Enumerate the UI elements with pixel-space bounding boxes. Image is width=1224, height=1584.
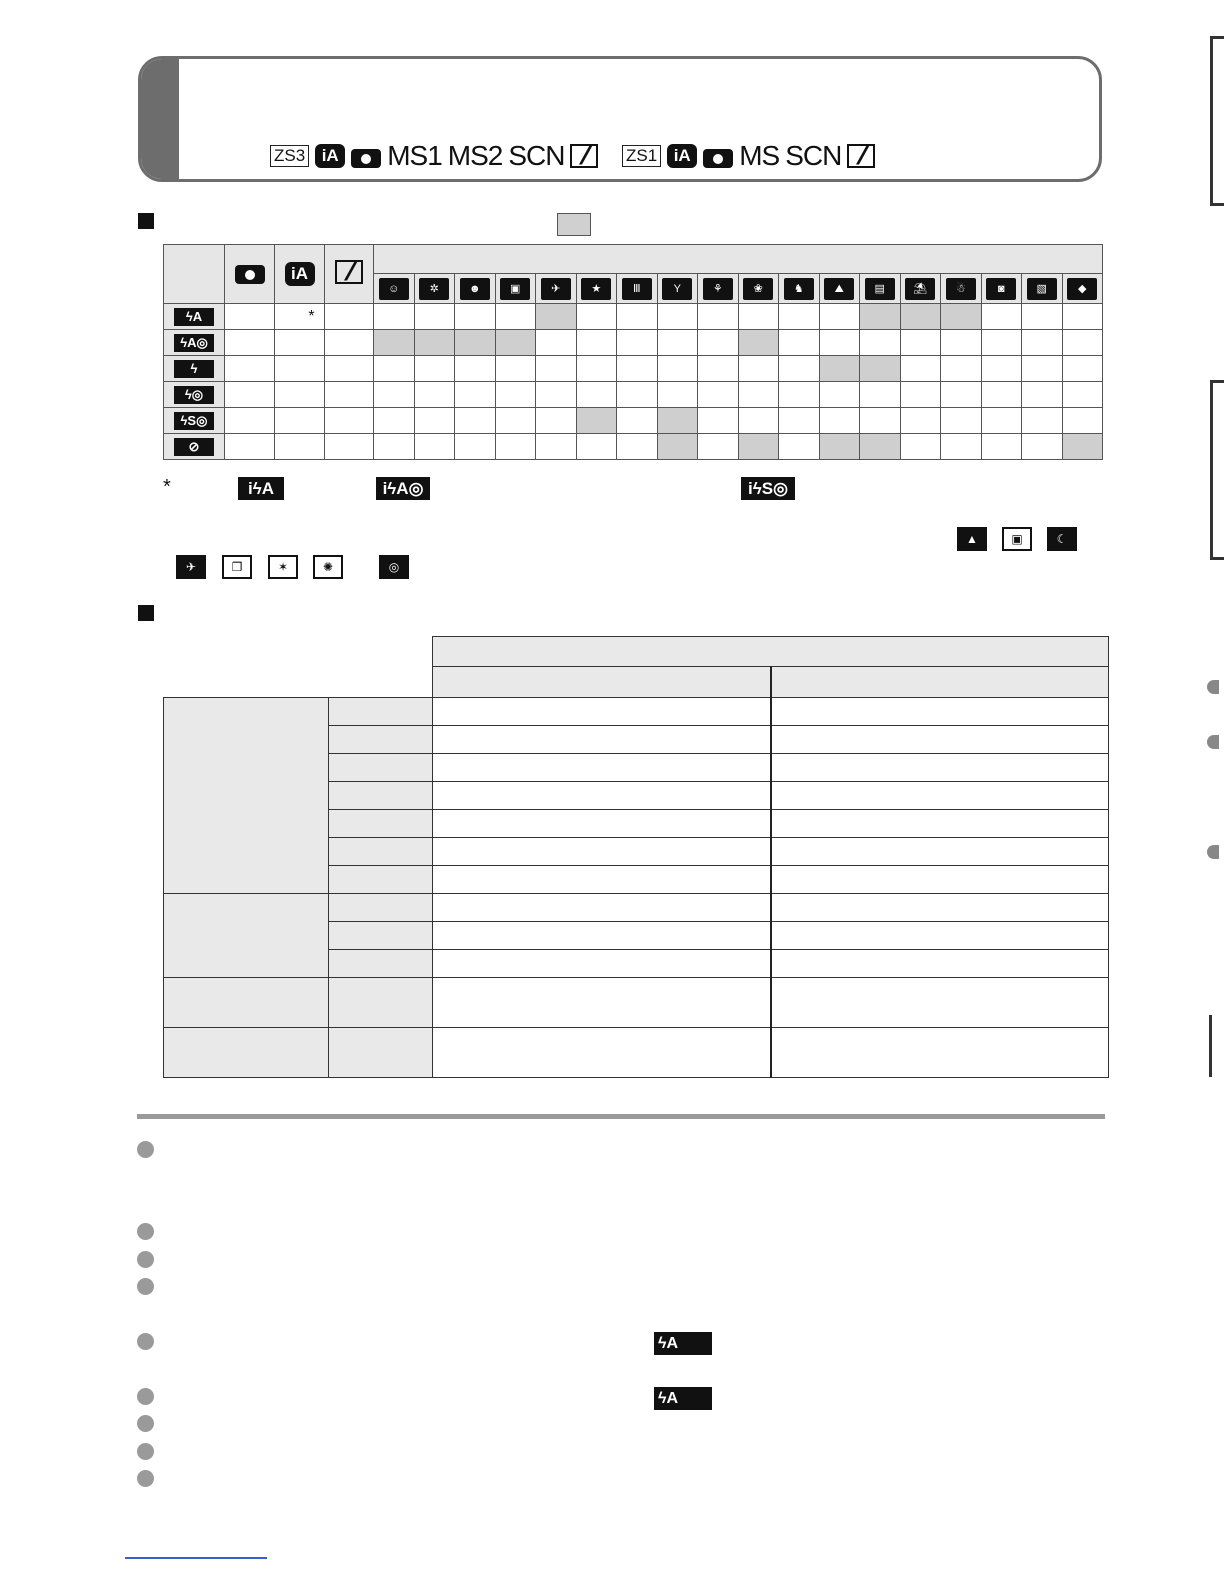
range-subheader-tele	[771, 667, 1109, 698]
flash-availability-cell	[941, 304, 982, 330]
sports-icon: ✈	[541, 278, 571, 300]
flash-mode-icon: ϟA◎	[174, 334, 214, 352]
flash-availability-cell	[325, 382, 374, 408]
flash-availability-cell	[1022, 408, 1063, 434]
flash-availability-cell	[1022, 304, 1063, 330]
flash-availability-cell	[1062, 382, 1103, 408]
flash-availability-cell	[536, 434, 577, 460]
food-icon: Ⅲ	[622, 278, 652, 300]
flash-availability-cell	[981, 382, 1022, 408]
bullet-dot	[137, 1470, 154, 1487]
camera-mode-header	[225, 245, 275, 304]
clipboard-icon	[570, 144, 598, 168]
range-group-a	[164, 698, 329, 894]
flash-availability-cell	[225, 356, 275, 382]
asterisk-mark: *	[308, 307, 315, 325]
range-cell	[433, 922, 772, 950]
range-label	[329, 782, 433, 810]
scene-header-cell	[536, 274, 577, 304]
flash-availability-cell	[374, 304, 415, 330]
range-cell	[433, 838, 772, 866]
flash-availability-cell	[1022, 382, 1063, 408]
mode-label: MS2	[447, 140, 503, 171]
range-cell	[433, 698, 772, 726]
flash-availability-cell	[225, 434, 275, 460]
flash-availability-cell	[414, 304, 455, 330]
flash-availability-cell	[225, 382, 275, 408]
range-label	[329, 698, 433, 726]
flash-availability-cell	[495, 408, 536, 434]
bullet-dot	[137, 1443, 154, 1460]
flash-availability-cell	[325, 434, 374, 460]
flash-availability-cell	[374, 330, 415, 356]
flash-availability-cell	[617, 304, 658, 330]
ia-mode-header	[275, 245, 325, 304]
flash-availability-cell	[981, 330, 1022, 356]
range-cell	[771, 810, 1109, 838]
flash-availability-cell	[819, 304, 860, 330]
flash-availability-cell	[536, 382, 577, 408]
flash-availability-cell	[900, 304, 941, 330]
range-group-d	[164, 1028, 329, 1078]
flash-availability-cell	[495, 434, 536, 460]
bullet-dot	[137, 1278, 154, 1295]
flash-availability-cell	[981, 304, 1022, 330]
flash-availability-cell	[981, 356, 1022, 382]
baby-icon: ❀	[743, 278, 773, 300]
range-cell	[433, 754, 772, 782]
bullet-dot	[137, 1415, 154, 1432]
scene-header-cell	[1022, 274, 1063, 304]
corner-cell	[164, 245, 225, 304]
ia-slow-sync-badge: iϟS◎	[741, 477, 795, 500]
flash-availability-cell	[657, 356, 698, 382]
flash-availability-cell	[536, 408, 577, 434]
flash-availability-cell	[860, 330, 901, 356]
flash-availability-cell	[414, 382, 455, 408]
flash-availability-cell	[941, 408, 982, 434]
flash-availability-cell	[941, 434, 982, 460]
flash-mode-row-header	[164, 434, 225, 460]
flash-availability-cell	[536, 304, 577, 330]
flash-availability-cell	[698, 304, 739, 330]
flash-availability-cell	[325, 330, 374, 356]
section-bullet	[138, 213, 154, 229]
flash-availability-cell	[325, 356, 374, 382]
scene-header-cell	[455, 274, 496, 304]
flash-availability-cell	[275, 382, 325, 408]
range-label	[329, 726, 433, 754]
flash-availability-cell	[617, 408, 658, 434]
beach-icon: ⛱	[905, 278, 935, 300]
range-label	[329, 1028, 433, 1078]
flash-availability-cell	[1062, 434, 1103, 460]
range-group-c	[164, 978, 329, 1028]
flash-availability-cell	[819, 434, 860, 460]
flash-availability-cell	[738, 330, 779, 356]
flash-availability-cell	[698, 434, 739, 460]
fireworks-icon: ✺	[313, 555, 343, 579]
chapter-tab[interactable]	[1210, 380, 1224, 560]
flash-availability-cell	[941, 356, 982, 382]
flash-availability-cell	[738, 304, 779, 330]
flash-availability-cell	[860, 382, 901, 408]
flash-availability-cell	[941, 330, 982, 356]
flash-mode-row-header	[164, 356, 225, 382]
flash-availability-cell	[225, 304, 275, 330]
range-cell	[433, 950, 772, 978]
flash-availability-cell	[455, 434, 496, 460]
flash-availability-cell	[617, 330, 658, 356]
night-scenery-icon: ☾	[1047, 527, 1077, 551]
flash-mode-row-header	[164, 330, 225, 356]
flash-availability-cell	[779, 434, 820, 460]
flash-availability-cell	[738, 434, 779, 460]
high-sens-icon: ▤	[865, 278, 895, 300]
flash-availability-cell	[325, 304, 374, 330]
flash-mode-icon: ϟ◎	[174, 386, 214, 404]
flash-availability-cell	[860, 408, 901, 434]
flash-auto-badge: ϟA	[654, 1387, 712, 1410]
scene-header-cell	[657, 274, 698, 304]
aerial-icon: ◙	[986, 278, 1016, 300]
flash-availability-cell	[900, 356, 941, 382]
edge-dot	[1207, 845, 1219, 859]
range-cell	[433, 978, 772, 1028]
range-label	[329, 810, 433, 838]
range-cell	[771, 754, 1109, 782]
flash-availability-cell	[414, 356, 455, 382]
model-badge: ZS3	[270, 145, 309, 167]
scene-header-cell	[941, 274, 982, 304]
scene-header-cell	[860, 274, 901, 304]
flash-mode-icon: ϟ	[174, 360, 214, 378]
portrait-icon: ☺	[379, 278, 409, 300]
header-tab	[141, 59, 179, 179]
panorama-assist-icon: ▣	[1002, 527, 1032, 551]
flash-availability-cell	[1062, 408, 1103, 434]
clipboard-icon	[847, 144, 875, 168]
mode-label: MS1	[387, 140, 442, 171]
flash-mode-icon: ⊘	[174, 438, 214, 456]
flash-availability-cell	[779, 304, 820, 330]
flash-availability-cell	[325, 408, 374, 434]
mode-set-zs3	[270, 140, 598, 172]
range-cell	[433, 810, 772, 838]
starry-sky-icon: ✶	[268, 555, 298, 579]
scenery-icon: ▲	[957, 527, 987, 551]
flash-availability-cell	[819, 330, 860, 356]
flash-availability-cell	[275, 434, 325, 460]
flash-availability-cell	[698, 408, 739, 434]
underwater-icon: ◆	[1067, 278, 1097, 300]
flash-availability-cell	[455, 382, 496, 408]
flash-mode-icon: ϟA	[174, 308, 214, 326]
intelligent-auto-icon: iA	[285, 262, 315, 286]
intelligent-auto-icon: iA	[667, 144, 697, 168]
flash-availability-cell	[657, 434, 698, 460]
flash-availability-cell	[414, 408, 455, 434]
scene-header-cell	[374, 274, 415, 304]
flash-availability-cell	[819, 382, 860, 408]
scene-header-cell	[779, 274, 820, 304]
flash-availability-cell	[900, 382, 941, 408]
flash-availability-cell	[1062, 304, 1103, 330]
range-label	[329, 838, 433, 866]
flash-availability-cell	[860, 356, 901, 382]
range-label	[329, 754, 433, 782]
edge-dot	[1207, 680, 1219, 694]
flash-availability-cell	[860, 434, 901, 460]
flash-availability-cell	[374, 382, 415, 408]
flash-availability-cell	[414, 434, 455, 460]
range-cell	[433, 894, 772, 922]
bullet-dot	[137, 1251, 154, 1268]
flash-mode-row-header	[164, 382, 225, 408]
section-bullet	[138, 605, 154, 621]
bullet-dot	[137, 1223, 154, 1240]
sunset-icon: ⛰	[824, 278, 854, 300]
camera-icon	[235, 260, 265, 284]
camera-icon	[351, 144, 381, 168]
section-divider	[137, 1114, 1105, 1119]
flash-availability-cell	[576, 434, 617, 460]
edge-marker	[1209, 1015, 1212, 1077]
flash-availability-cell	[495, 382, 536, 408]
footer-line	[125, 1557, 267, 1559]
flash-availability-cell	[698, 382, 739, 408]
flash-availability-cell	[275, 356, 325, 382]
range-cell	[771, 978, 1109, 1028]
flash-availability-cell	[981, 408, 1022, 434]
flash-availability-cell	[275, 330, 325, 356]
flash-availability-cell	[374, 356, 415, 382]
flash-availability-cell	[576, 382, 617, 408]
scene-header-cell	[981, 274, 1022, 304]
flash-availability-cell	[657, 408, 698, 434]
bullet-dot	[137, 1388, 154, 1405]
flash-availability-cell	[779, 382, 820, 408]
flash-availability-cell	[819, 408, 860, 434]
range-cell	[771, 866, 1109, 894]
camera-icon	[703, 144, 733, 168]
scene-header-cell	[738, 274, 779, 304]
burst-icon: ❐	[222, 555, 252, 579]
flash-availability-cell	[657, 304, 698, 330]
mode-label: SCN	[508, 140, 565, 171]
candle-icon: ⚘	[703, 278, 733, 300]
bullet-dot	[137, 1141, 154, 1158]
range-label	[329, 922, 433, 950]
range-cell	[771, 698, 1109, 726]
range-cell	[771, 894, 1109, 922]
range-cell	[433, 1028, 772, 1078]
flash-availability-cell	[275, 408, 325, 434]
flash-availability-cell	[374, 434, 415, 460]
flash-availability-cell	[275, 304, 325, 330]
range-cell	[433, 782, 772, 810]
flash-availability-cell	[779, 356, 820, 382]
range-corner	[164, 637, 433, 698]
range-cell	[771, 1028, 1109, 1078]
flash-availability-cell	[617, 356, 658, 382]
flash-availability-cell	[657, 330, 698, 356]
flash-availability-cell	[1062, 330, 1103, 356]
bullet-dot	[137, 1333, 154, 1350]
range-cell	[771, 726, 1109, 754]
range-cell	[771, 782, 1109, 810]
photo-frame-icon: ◎	[379, 555, 409, 579]
flash-availability-cell	[941, 382, 982, 408]
range-label	[329, 950, 433, 978]
flash-mode-row-header	[164, 304, 225, 330]
legend-swatch	[557, 213, 591, 236]
range-cell	[433, 866, 772, 894]
flash-availability-cell	[225, 408, 275, 434]
range-label	[329, 978, 433, 1028]
flash-availability-cell	[495, 330, 536, 356]
flash-availability-cell	[900, 330, 941, 356]
flash-availability-table	[163, 244, 1103, 460]
flash-availability-cell	[779, 330, 820, 356]
pet-icon: ♞	[784, 278, 814, 300]
flash-availability-cell	[374, 408, 415, 434]
flash-auto-badge: ϟA	[654, 1332, 712, 1355]
footnote-asterisk: *	[163, 476, 171, 498]
flash-availability-cell	[860, 304, 901, 330]
range-subheader-wide	[433, 667, 772, 698]
scene-header-cell	[900, 274, 941, 304]
range-group-b	[164, 894, 329, 978]
flash-mode-icon: ϟS◎	[174, 412, 214, 430]
scenery-icon: ▣	[500, 278, 530, 300]
flash-availability-cell	[225, 330, 275, 356]
flash-mode-row-header	[164, 408, 225, 434]
flash-availability-cell	[698, 330, 739, 356]
party-icon: Y	[662, 278, 692, 300]
scene-header-cell	[819, 274, 860, 304]
flash-availability-cell	[576, 408, 617, 434]
flash-availability-cell	[495, 356, 536, 382]
snow-icon: ☃	[946, 278, 976, 300]
flash-availability-cell	[576, 330, 617, 356]
flash-availability-cell	[1062, 356, 1103, 382]
ia-flash-redeye-badge: iϟA◎	[376, 477, 430, 500]
flash-availability-cell	[495, 304, 536, 330]
scene-header-cell	[1062, 274, 1103, 304]
flash-availability-cell	[698, 356, 739, 382]
flash-availability-cell	[1022, 330, 1063, 356]
flash-availability-cell	[1022, 434, 1063, 460]
flash-availability-cell	[900, 408, 941, 434]
ia-flash-auto-badge: iϟA	[238, 477, 284, 500]
flash-availability-cell	[779, 408, 820, 434]
clipboard-icon	[335, 260, 363, 284]
flash-availability-cell	[536, 330, 577, 356]
pinhole-icon: ▧	[1027, 278, 1057, 300]
range-cell	[771, 922, 1109, 950]
range-cell	[771, 838, 1109, 866]
flash-availability-cell	[414, 330, 455, 356]
edge-dot	[1207, 735, 1219, 749]
scene-header-cell	[414, 274, 455, 304]
range-label	[329, 894, 433, 922]
aerial-photo-icon: ✈	[176, 555, 206, 579]
mode-set-zs1	[622, 140, 875, 172]
night-portrait-icon: ★	[581, 278, 611, 300]
flash-availability-cell	[738, 356, 779, 382]
flash-availability-cell	[455, 408, 496, 434]
self-portrait-icon: ☻	[460, 278, 490, 300]
range-cell	[433, 726, 772, 754]
flash-availability-cell	[455, 330, 496, 356]
flash-availability-cell	[900, 434, 941, 460]
scene-header-cell	[617, 274, 658, 304]
clipboard-mode-header	[325, 245, 374, 304]
flash-availability-cell	[617, 434, 658, 460]
chapter-tab[interactable]	[1210, 36, 1224, 206]
range-header	[433, 637, 1109, 667]
flash-availability-cell	[617, 382, 658, 408]
flash-availability-cell	[455, 304, 496, 330]
flash-availability-cell	[738, 408, 779, 434]
scene-header-cell	[495, 274, 536, 304]
scene-header-cell	[576, 274, 617, 304]
range-label	[329, 866, 433, 894]
flash-range-table	[163, 636, 1109, 1078]
model-badge: ZS1	[622, 145, 661, 167]
flash-availability-cell	[536, 356, 577, 382]
flash-availability-cell	[576, 304, 617, 330]
mode-label: MS	[739, 140, 780, 171]
flash-availability-cell	[981, 434, 1022, 460]
intelligent-auto-icon: iA	[315, 144, 345, 168]
range-cell	[771, 950, 1109, 978]
flash-availability-cell	[576, 356, 617, 382]
flash-availability-cell	[657, 382, 698, 408]
flash-availability-cell	[738, 382, 779, 408]
flash-availability-cell	[819, 356, 860, 382]
scene-mode-header	[374, 245, 1103, 274]
flash-availability-cell	[455, 356, 496, 382]
scene-header-cell	[698, 274, 739, 304]
flash-availability-cell	[1022, 356, 1063, 382]
soft-skin-icon: ✲	[419, 278, 449, 300]
mode-label: SCN	[785, 140, 842, 171]
